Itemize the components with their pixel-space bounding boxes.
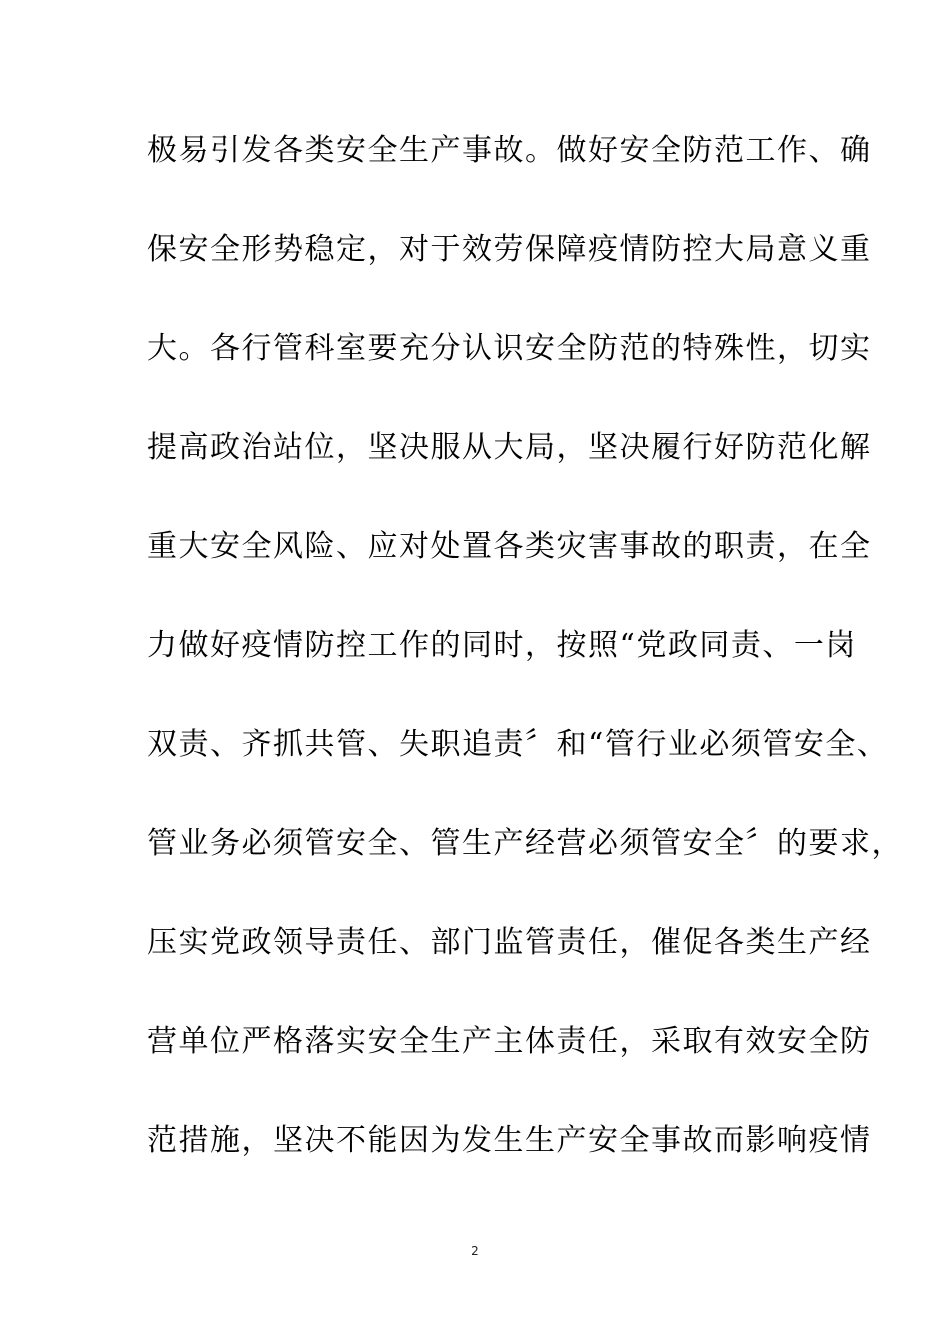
page-number: 2 (471, 1244, 479, 1258)
text-line: 重大安全风险、应对处置各类灾害事故的职责，在全 (147, 529, 872, 564)
text-line: 保安全形势稳定，对于效劳保障疫情防控大局意义重 (147, 232, 872, 267)
text-line: 范措施，坚决不能因为发生生产安全事故而影响疫情 (147, 1123, 872, 1158)
text-line: 管业务必须管安全、管生产经营必须管安全〞的要求， (147, 826, 903, 861)
text-line: 大。各行管科室要充分认识安全防范的特殊性，切实 (147, 331, 872, 366)
text-line: 提高政治站位，坚决服从大局，坚决履行好防范化解 (147, 430, 872, 465)
body-text (147, 121, 903, 1210)
text-line: 营单位严格落实安全生产主体责任，采取有效安全防 (147, 1024, 872, 1059)
text-line: 压实党政领导责任、部门监管责任，催促各类生产经 (147, 925, 872, 960)
text-line: 双责、齐抓共管、失职追责〞和“管行业必须管安全、 (147, 727, 889, 762)
text-line: 力做好疫情防控工作的同时，按照“党政同责、一岗 (147, 628, 857, 663)
text-line: 极易引发各类安全生产事故。做好安全防范工作、确 (147, 133, 872, 168)
